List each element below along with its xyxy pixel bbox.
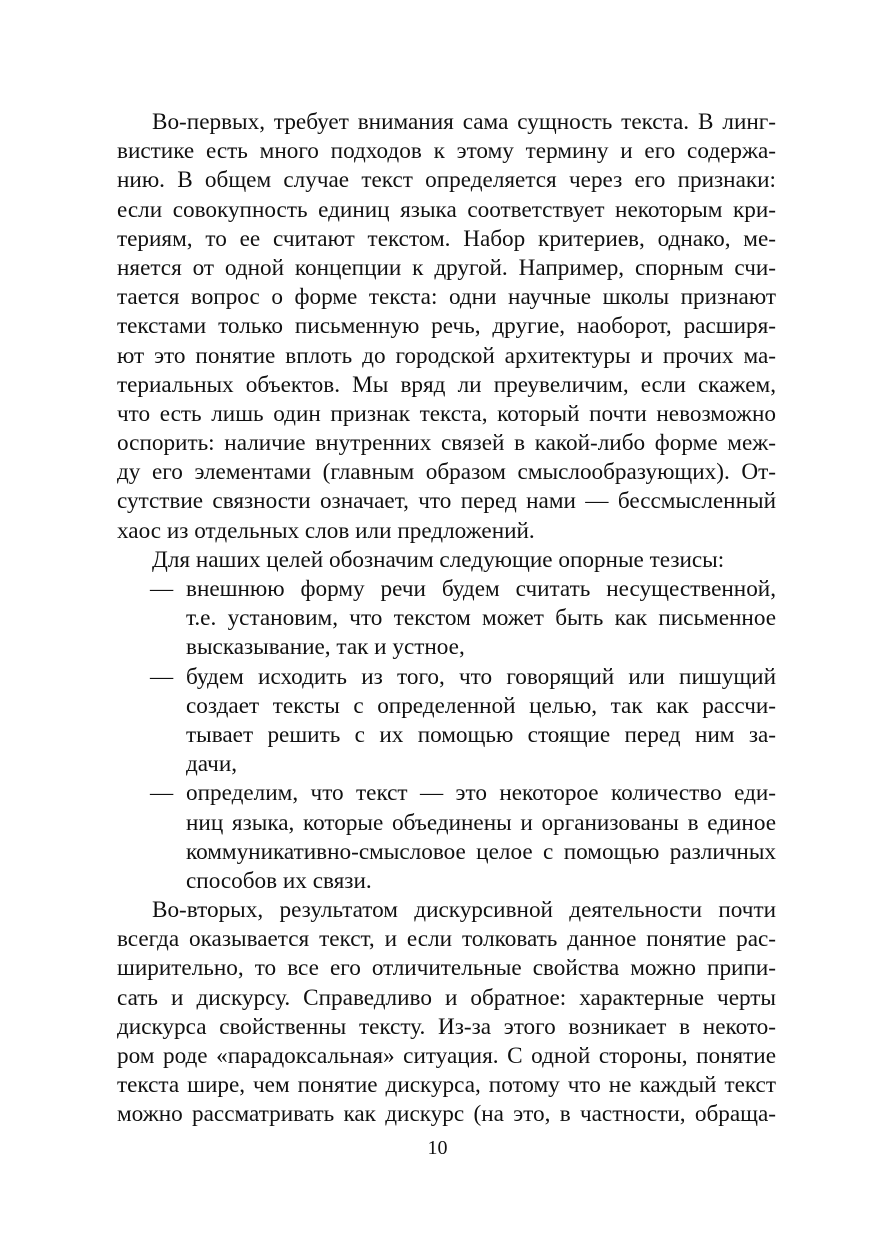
text-line: Для наших целей обозначим следующие опорные тезисы: xyxy=(152,546,725,573)
text-line: дачи, xyxy=(186,751,238,778)
text-line: текстами только письменную речь, другие, наоборот, расширя- xyxy=(117,313,776,340)
line-text: будем исходить из того, что говорящий или пишущий xyxy=(186,663,776,690)
text-line: териальных объектов. Мы вряд ли преувеличим, если скажем, xyxy=(117,371,776,398)
text-line: коммуникативно-смысловое целое с помощью различных xyxy=(186,838,776,865)
text-line: дискурса свойственны тексту. Из-за этого возникает в некото- xyxy=(117,1013,776,1040)
text-line: высказывание, так и устное, xyxy=(186,634,465,661)
text-line: создает тексты с определенной целью, так как рассчи- xyxy=(186,692,776,719)
bullet-dash: — xyxy=(150,780,174,807)
bullet-dash: — xyxy=(150,576,174,602)
paragraph-discourse-text xyxy=(117,896,776,1130)
text-line: ширительно, то все его отличительные свойства можно припи- xyxy=(117,955,776,982)
text-line: т.е. установим, что текстом может быть как письменное xyxy=(186,605,776,632)
page-number: 10 xyxy=(427,1137,448,1159)
text-line xyxy=(117,779,776,808)
text-line: хаос из отдельных слов или предложений. xyxy=(117,517,535,544)
text-line: ниц языка, которые объединены и организованы в единое xyxy=(186,809,776,836)
text-line: Во-первых, требует внимания сама сущность текста. В линг- xyxy=(152,109,776,135)
text-line: Во-вторых, результатом дискурсивной деятельности почти xyxy=(152,897,776,924)
text-line: если совокупность единиц языка соответствует некоторым кри- xyxy=(117,196,776,223)
text-line: вистике есть много подходов к этому термину и его содержа- xyxy=(117,138,776,165)
list-item xyxy=(117,663,776,780)
text-line: сать и дискурсу. Справедливо и обратное: характерные черты xyxy=(117,984,776,1011)
text-line: можно рассматривать как дискурс (на это, в частности, обраща- xyxy=(117,1101,776,1128)
text-line: оспорить: наличие внутренних связей в какой-либо форме меж- xyxy=(117,430,776,457)
theses-list xyxy=(117,575,776,896)
paragraph-text-essence xyxy=(117,108,776,546)
text-line: тается вопрос о форме текста: одни научные школы признают xyxy=(117,284,776,311)
text-line: сутствие связности означает, что перед нами — бессмысленный xyxy=(117,488,776,515)
text-line xyxy=(117,575,776,604)
line-text: определим, что текст — это некоторое количество еди- xyxy=(186,780,776,807)
paragraph-theses-intro xyxy=(117,546,776,575)
text-line: способов их связи. xyxy=(186,867,372,894)
text-line: тывает решить с их помощью стоящие перед ним за- xyxy=(186,721,776,748)
list-item xyxy=(117,779,776,896)
text-line: няется от одной концепции к другой. Например, спорным счи- xyxy=(117,254,776,281)
text-line: что есть лишь один признак текста, который почти невозможно xyxy=(117,400,776,427)
text-line: текста шире, чем понятие дискурса, потому что не каждый текст xyxy=(117,1072,776,1099)
text-line: ют это понятие вплоть до городской архитектуры и прочих ма- xyxy=(117,342,776,369)
text-line: нию. В общем случае текст определяется через его признаки: xyxy=(117,167,776,194)
line-text: внешнюю форму речи будем считать несущественной, xyxy=(186,576,776,602)
bullet-dash: — xyxy=(150,663,174,690)
text-line xyxy=(117,663,776,692)
page-body xyxy=(117,108,776,1130)
text-line: териям, то ее считают текстом. Набор критериев, однако, ме- xyxy=(117,225,776,252)
text-line: ром роде «парадоксальная» ситуация. С одной стороны, понятие xyxy=(117,1043,776,1069)
text-line: ду его элементами (главным образом смыслообразующих). От- xyxy=(117,459,776,486)
list-item xyxy=(117,575,776,663)
text-line: всегда оказывается текст, и если толковать данное понятие рас- xyxy=(117,926,776,953)
